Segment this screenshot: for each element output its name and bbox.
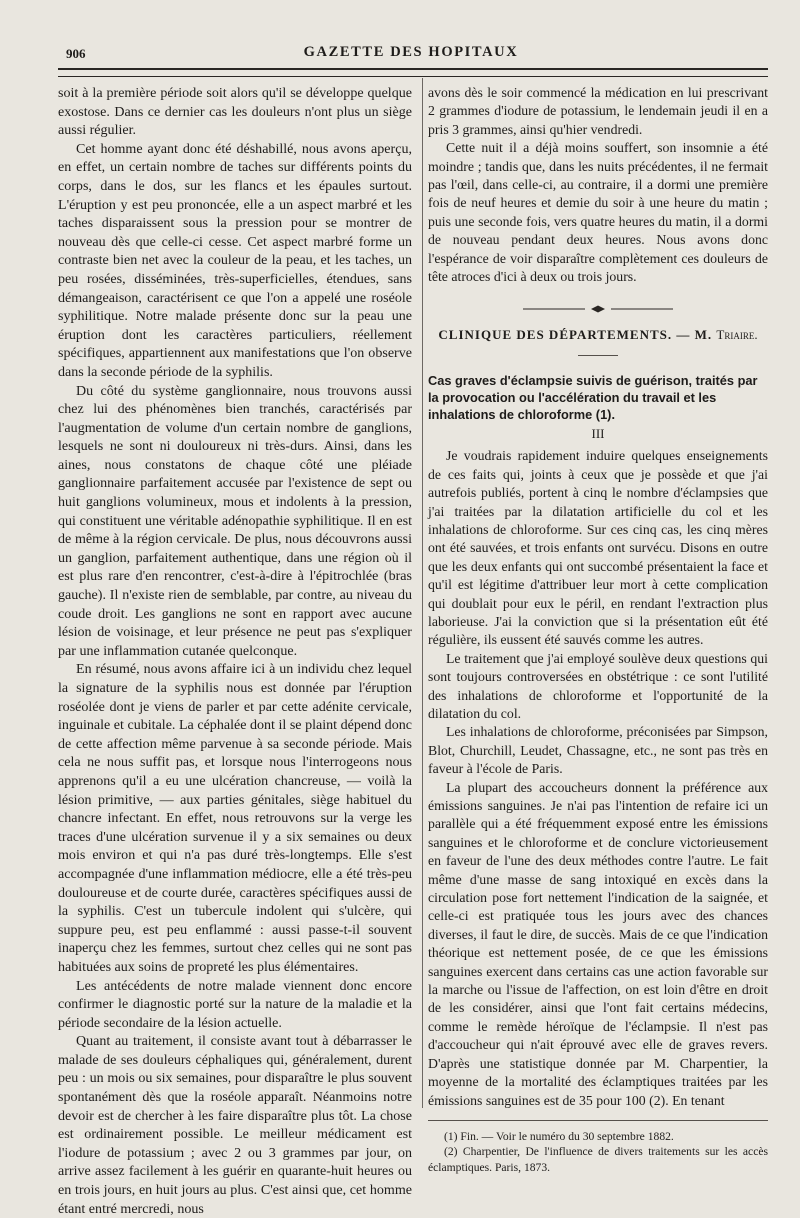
footnotes	[428, 1129, 768, 1176]
part-number: III	[591, 425, 605, 441]
section-heading	[428, 326, 768, 344]
paragraph: Le traitement que j'ai employé soulève deux questions qui sont toujours controversées en obstétrique : ce sont l'utilité des inhalations de chloroforme et l'opportunité de la dilatation du col.	[428, 650, 768, 721]
paragraph: soit à la première période soit alors qu'il se développe quelque exostose. Dans ce dernier cas les douleurs n'ont plus un siège aussi régulier.	[58, 85, 412, 139]
footnote: (2) Charpentier, De l'influence de divers traitements sur les accès éclamptiques. Paris, 1873.	[428, 1145, 768, 1174]
header-rule	[58, 68, 768, 77]
left-column	[58, 84, 412, 1218]
paragraph: Du côté du système ganglionnaire, nous trouvons aussi chez lui des phénomènes bien tranchés, caractérisés par l'augmentation de volume d'un certain nombre de ganglions, lesquels ne sont ni douloureux ni très-durs. Ainsi, dans les aines, nous constatons de chaque côté une pléiade ganglionnaire parfaitement accusée par l'existence de sept ou huit ganglions volumineux, mous et indolents à la pression, qui constituent une véritable adénopathie syphilitique. Il en est de même à la région cervicale. De plus, nous découvrons aussi un ganglion, parfaitement authentique, dans une région où il est plus rare d'en rencontrer, c'est-à-dire à l'épitrochlée (bras gauche). Il n'existe rien de semblable, par contre, au niveau du coude droit. Les ganglions ne sont en rapport avec aucune lésion de voisinage, et leur présence ne peut pas s'expliquer par une inflammation cutanée quelconque.	[58, 382, 412, 659]
paragraph: La plupart des accoucheurs donnent la préférence aux émissions sanguines. Je n'ai pas l'intention de refaire ici un parallèle qui a été fréquemment exposé entre les émissions sanguines et le chloroforme et de conclure victorieusement en faveur de l'une des deux méthodes contre l'autre. Le fait même d'une masse de sang intoxiqué en excès dans la circulation pose fort nettement l'indication de la saignée, et celle-ci est pratiquée tous les jours avec des chances diverses, il faut le dire, de succès. Mais de ce que l'indication théorique est nettement posée, de ce que les émissions sanguines exercent dans certains cas une action favorable sur la marche ou l'issue de l'affection, on est loin d'être en droit de les considérer, ainsi que l'ont fait certains médecins, comme le remède héroïque de l'éclampsie. Il n'est pas d'accoucheur qui n'ait éprouvé avec elle de graves revers. D'après une statistique donnée par M. Charpentier, la moyenne de la mortalité des éclamptiques traitées par les émissions sanguines est de 35 pour 100 (2). En tenant	[428, 779, 768, 1108]
footnote-rule	[428, 1120, 768, 1121]
heading-rule	[578, 355, 618, 356]
paragraph: Cet homme ayant donc été déshabillé, nous avons aperçu, en effet, un certain nombre de taches sur différents points du corps, dans le dos, sur les flancs et les épaules surtout. L'éruption y est peu prononcée, elle a un aspect marbré et les taches disparaissent sous la pression pour se montrer de nouveau dès que celle-ci cesse. Cet aspect marbré forme un contraste bien net avec la couleur de la peau, et les taches, un peu rosées, disséminées, très-superficielles, étendues, sans démangeaison, caractérisent ce que l'on a appelé une roséole syphilitique. Notre malade présente donc sur la peau une éruption dont les caractères particuliers, réellement spécifiques, appartiennent aux manifestations que l'on observe dans la seconde période de la syphilis.	[58, 140, 412, 380]
page-header	[58, 44, 764, 64]
section-ornament	[428, 302, 768, 312]
paragraph: Cette nuit il a déjà moins souffert, son insomnie a été moindre ; tandis que, dans les nuits précédentes, il ne fermait pas l'œil, dans celle-ci, au contraire, il a dormi une première fois de neuf heures et demie du soir à une heure du matin ; puis une seconde fois, vers quatre heures du matin, il a dormi de nouveau pendant deux heures. Nous avons donc l'espérance de voir disparaître complètement ces douleurs de tête atroces d'ici à deux ou trois jours.	[428, 140, 768, 285]
paragraph: Les inhalations de chloroforme, préconisées par Simpson, Blot, Churchill, Leudet, Chassagne, etc., ne sont pas très en faveur à l'école de Paris.	[428, 724, 768, 777]
page-number: 906	[66, 46, 86, 61]
journal-title: GAZETTE DES HOPITAUX	[303, 44, 519, 60]
column-divider	[422, 78, 423, 1108]
article-title: Cas graves d'éclampsie suivis de guérison, traités par la provocation ou l'accélération du travail et les inhalations de chloroforme (1).	[428, 372, 758, 422]
paragraph: avons dès le soir commencé la médication en lui prescrivant 2 grammes d'iodure de potassium, le lendemain jeudi il en a pris 3 grammes, ainsi qu'hier vendredi.	[428, 85, 768, 137]
footnote: (1) Fin. — Voir le numéro du 30 septembre 1882.	[444, 1129, 674, 1143]
right-column	[428, 84, 768, 1175]
paragraph: Les antécédents de notre malade viennent donc encore confirmer le diagnostic porté sur la nature de la maladie et la période secondaire de la lésion actuelle.	[58, 977, 412, 1031]
paragraph: Je voudrais rapidement induire quelques enseignements de ces faits qui, joints à ceux que je possède et que j'ai autrefois publiés, portent à cinq le nombre d'éclampsies que j'ai traitées par la dilatation artificielle du col et les inhalations de chloroforme. Sur ces cinq cas, les cinq mères ont été sauvées, et trois enfants ont survécu. Disons en outre que les deux enfants qui ont succombé présentaient la face et qu'il est légitime d'attribuer leur mort à cette complication qui doublait pour eux le péril, en rendant l'extraction plus laborieuse. J'ai la conviction que si la présentation eût été régulière, ils eussent été sauvés comme les autres.	[428, 448, 768, 648]
paragraph: En résumé, nous avons affaire ici à un individu chez lequel la signature de la syphilis nous est donnée par l'éruption roséolée dont je viens de parler et par cette adénite cervicale, inguinale et cubitale. La céphalée dont il se plaint dépend donc de cette affection même parvenue à sa seconde période. Mais cela ne nous suffit pas, et lorsque nous l'interrogeons nous apprenons qu'il a eu une ulcération chancreuse, — voilà la lésion primitive, — aux parties génitales, siège habituel du chancre infectant. En effet, nous retrouvons sur la verge les traces d'une ulcération survenue il y a six semaines ou deux mois environ et qui n'a pas duré très-longtemps. Elle s'est accompagnée d'une inflammation médiocre, elle a été très-peu douloureuse et de courte durée, caractères spécifiques aussi de la syphilis. C'est un tubercule indolent qui s'ulcère, qui suppure peu, est peu enflammé : aussi passe-t-il souvent inaperçu chez les femmes, surtout chez celles qui ne sont pas habituées aux soins de propreté les plus élémentaires.	[58, 661, 412, 975]
section-author: Triaire.	[716, 327, 758, 343]
section-title: CLINIQUE DES DÉPARTEMENTS. — M.	[438, 327, 713, 343]
ornament-rule-icon	[523, 305, 673, 313]
paragraph: Quant au traitement, il consiste avant tout à débarrasser le malade de ses douleurs céphaliques qui, généralement, durent peu : un mois ou six semaines, pour disparaître le plus souvent spontanément dès que la roséole apparaît. Néanmoins notre devoir est de chercher à les faire disparaître plus tôt. La chose est ordinairement possible. Le meilleur médicament est l'iodure de potassium ; avec 2 ou 3 grammes par jour, on arrive assez facilement à les guérir en quarante-huit heures ou en trois jours, en huit jours au plus. C'est ainsi que, cet homme étant entré mercredi, nous	[58, 1033, 412, 1217]
